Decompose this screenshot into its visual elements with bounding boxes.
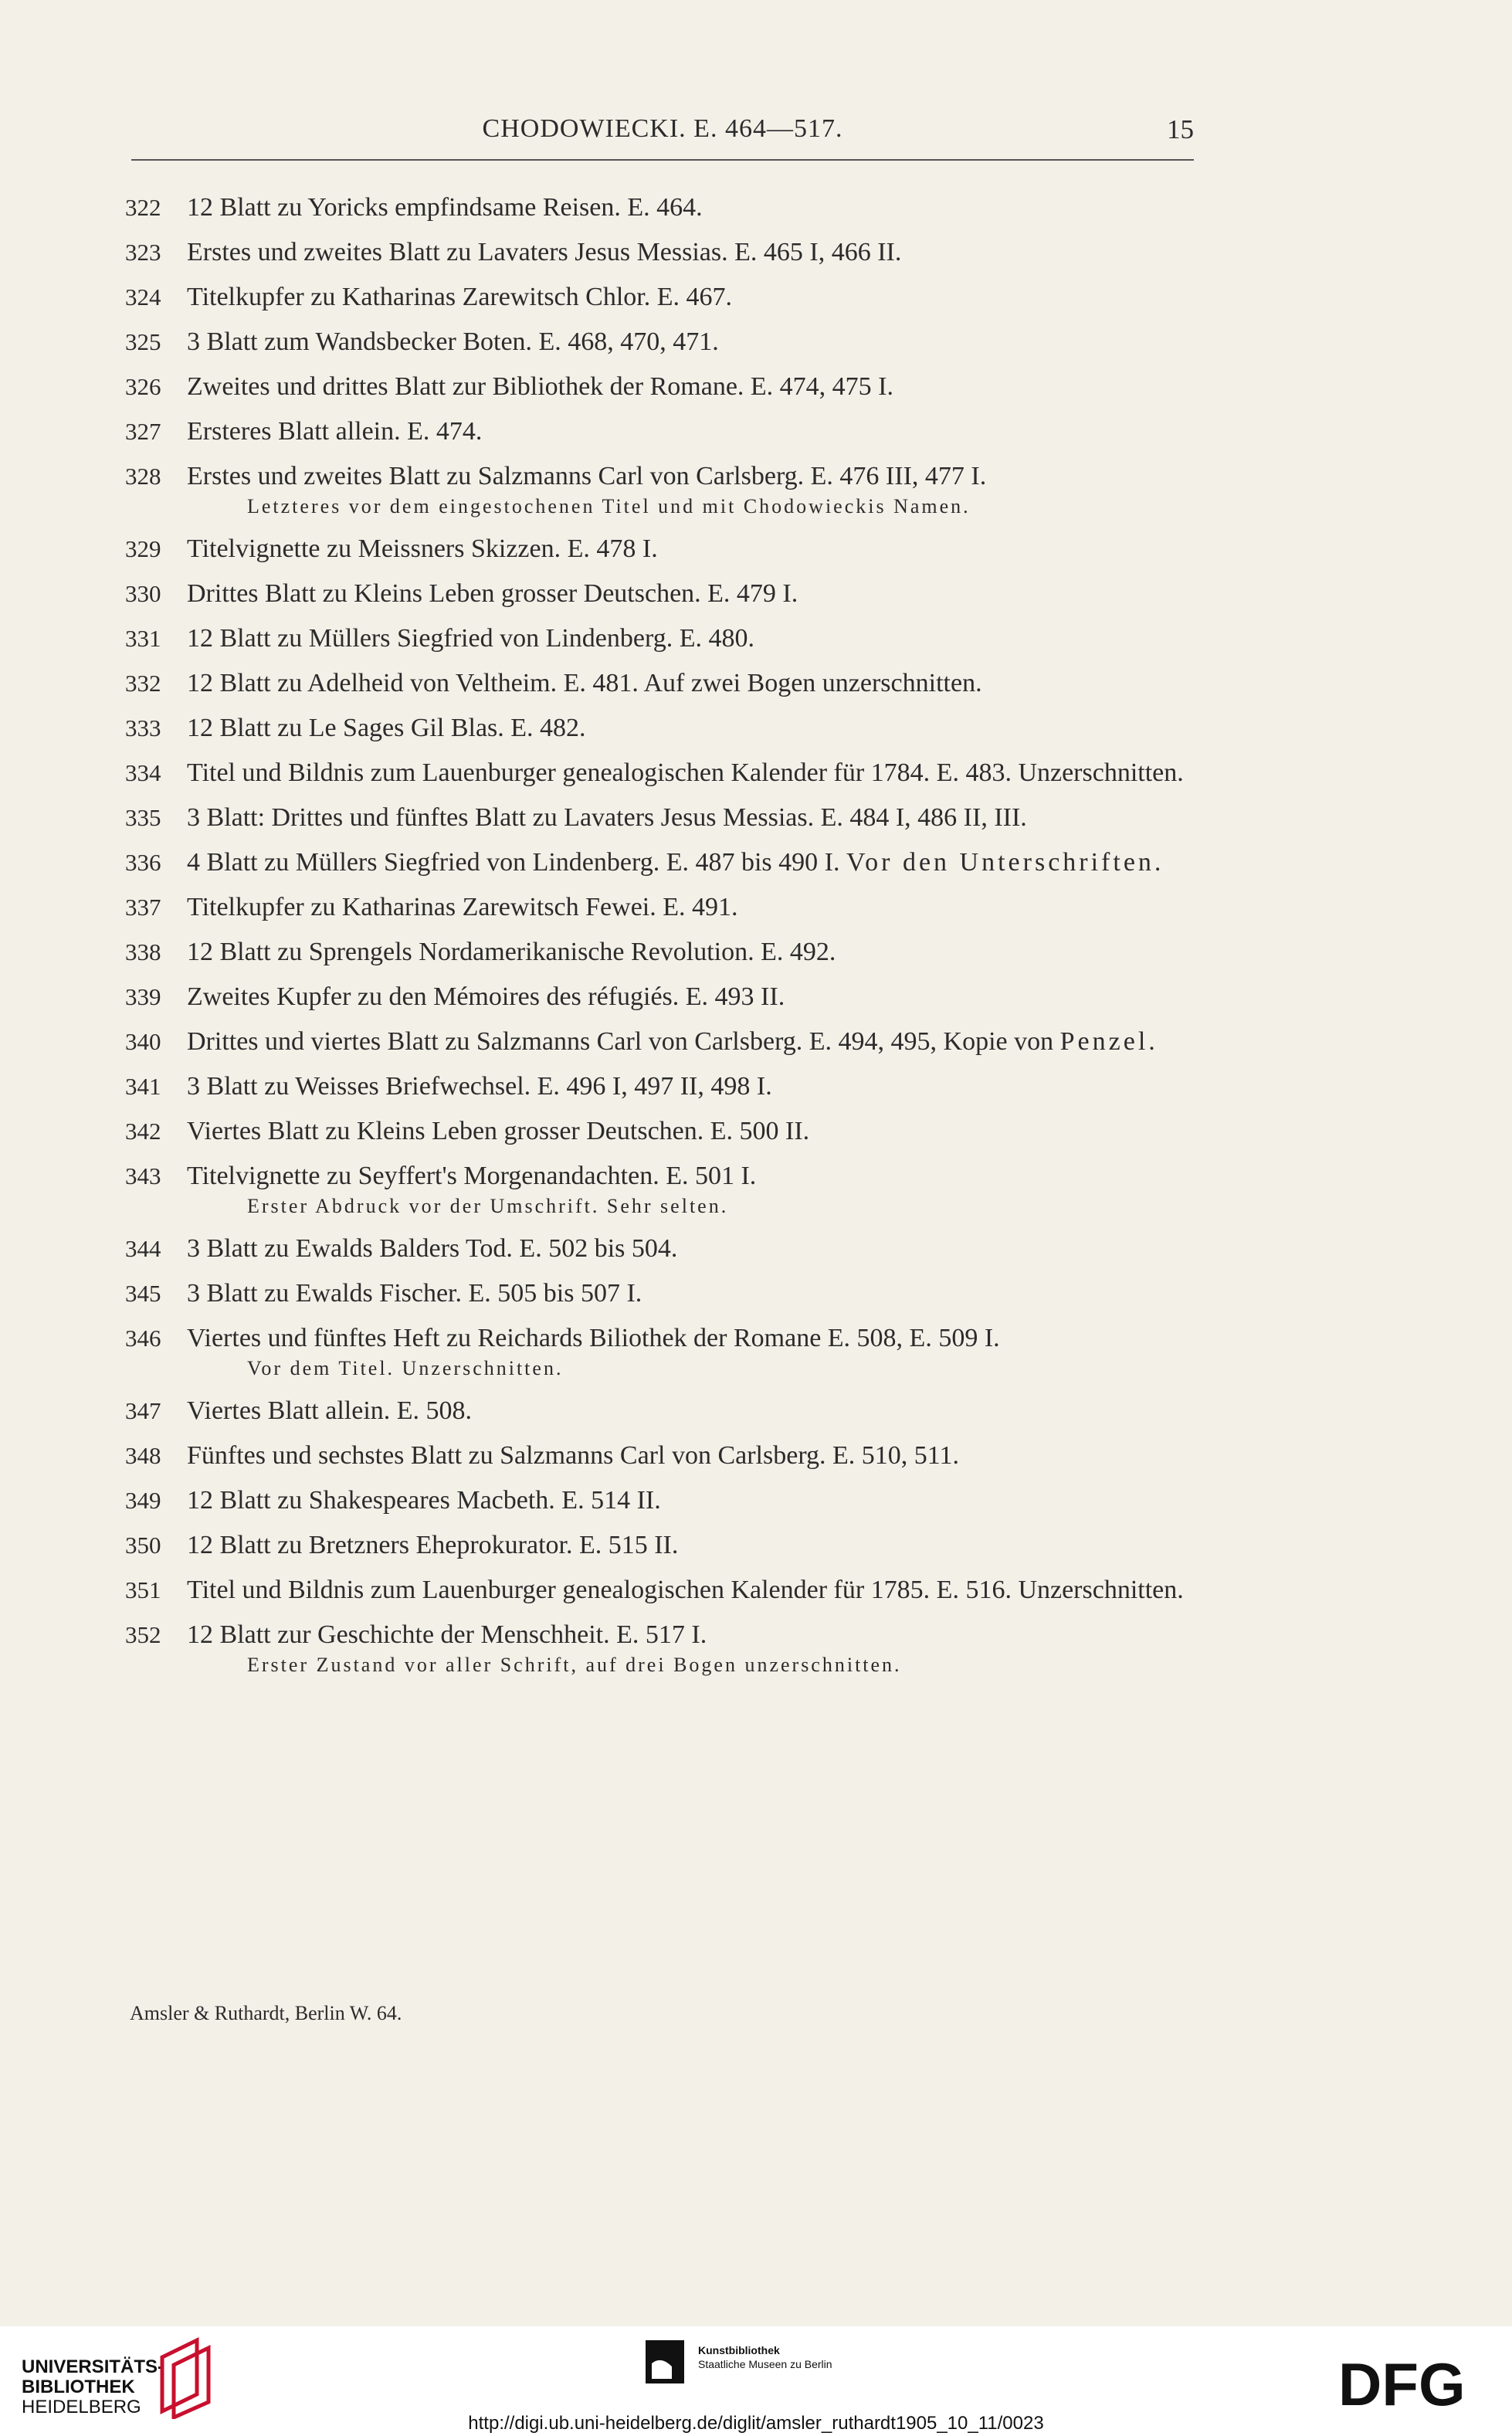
footer-bar: [0, 2326, 1512, 2436]
catalog-entries: [125, 193, 1198, 1693]
entry-description: 3 Blatt zu Ewalds Balders Tod. E. 502 bis 504.: [187, 1234, 678, 1263]
entry-description: Fünftes und sechstes Blatt zu Salzmanns Carl von Carlsberg. E. 510, 511.: [187, 1441, 960, 1470]
entry-description: 3 Blatt zum Wandsbecker Boten. E. 468, 470, 471.: [187, 327, 719, 356]
entry-text: [187, 982, 1198, 1012]
catalog-entry: [125, 1117, 1198, 1146]
catalog-entry: [125, 624, 1198, 653]
catalog-entry: [125, 417, 1198, 446]
catalog-entry: [125, 193, 1198, 222]
entry-description: 12 Blatt zu Sprengels Nordamerikanische Revolution. E. 492.: [187, 938, 836, 966]
entry-number: 332: [125, 670, 161, 697]
entry-text: [187, 1576, 1198, 1605]
entry-number: 348: [125, 1442, 161, 1469]
catalog-entry: [125, 283, 1198, 312]
entry-number: 347: [125, 1397, 161, 1424]
entry-number: 328: [125, 463, 161, 490]
entry-description: Titel und Bildnis zum Lauenburger genealogischen Kalender für 1785. E. 516. Unzerschnitten.: [187, 1576, 1184, 1604]
ub-logo-line1: UNIVERSITÄTS-: [22, 2356, 164, 2377]
entry-number: 334: [125, 759, 161, 786]
printer-imprint: Amsler & Ruthardt, Berlin W. 64.: [130, 2002, 402, 2024]
entry-text: [187, 1441, 1198, 1471]
entry-number: 323: [125, 239, 161, 266]
entry-description: Erstes und zweites Blatt zu Lavaters Jesus Messias. E. 465 I, 466 II.: [187, 238, 902, 266]
entry-text: [187, 238, 1198, 267]
entry-number: 352: [125, 1621, 161, 1648]
entry-text: [187, 1234, 1198, 1264]
catalog-entry: [125, 938, 1198, 967]
entry-note: Vor dem Titel. Unzerschnitten.: [247, 1357, 564, 1379]
kunstbibliothek-icon: [646, 2340, 684, 2383]
catalog-entry: [125, 1324, 1198, 1381]
catalog-entry: [125, 238, 1198, 267]
entry-text: [187, 669, 1198, 698]
entry-description: Drittes und viertes Blatt zu Salzmanns Carl von Carlsberg. E. 494, 495, Kopie von: [187, 1027, 1054, 1056]
entry-text: [187, 624, 1198, 653]
entry-text: [187, 372, 1198, 402]
catalog-entry: [125, 1072, 1198, 1101]
entry-description: Viertes Blatt zu Kleins Leben grosser Deutschen. E. 500 II.: [187, 1117, 810, 1145]
entry-number: 327: [125, 418, 161, 445]
entry-description: 12 Blatt zu Shakespeares Macbeth. E. 514 II.: [187, 1486, 661, 1515]
entry-text: [187, 848, 1198, 877]
catalog-entry: [125, 669, 1198, 698]
kunstbibliothek-logo[interactable]: [646, 2340, 924, 2387]
entry-text: [187, 283, 1198, 312]
catalog-entry: [125, 1234, 1198, 1264]
entry-description: 4 Blatt zu Müllers Siegfried von Lindenberg. E. 487 bis 490 I.: [187, 848, 840, 877]
entry-number: 330: [125, 580, 161, 607]
entry-number: 346: [125, 1325, 161, 1352]
catalog-entry: [125, 1027, 1198, 1057]
entry-description: Ersteres Blatt allein. E. 474.: [187, 417, 483, 446]
entry-text: [187, 893, 1198, 922]
entry-number: 349: [125, 1487, 161, 1514]
entry-text: [187, 193, 1198, 222]
catalog-entry: [125, 327, 1198, 357]
entry-text: [187, 1117, 1198, 1146]
page-number: 15: [1167, 114, 1194, 144]
entry-note: Erster Zustand vor aller Schrift, auf drei Bogen unzerschnitten.: [247, 1654, 902, 1676]
entry-number: 339: [125, 983, 161, 1010]
entry-number: 324: [125, 283, 161, 310]
entry-description: 12 Blatt zu Le Sages Gil Blas. E. 482.: [187, 714, 586, 742]
catalog-entry: [125, 803, 1198, 833]
entry-number: 335: [125, 804, 161, 831]
entry-number: 331: [125, 625, 161, 652]
catalog-entry: [125, 462, 1198, 519]
entry-description: 12 Blatt zu Bretzners Eheprokurator. E. 515 II.: [187, 1531, 679, 1559]
entry-spaced-remark: Penzel.: [1059, 1027, 1158, 1056]
entry-text: [187, 1531, 1198, 1560]
entry-number: 350: [125, 1532, 161, 1559]
kb-line2: Staatliche Museen zu Berlin: [698, 2358, 832, 2370]
catalog-entry: [125, 893, 1198, 922]
permalink-url[interactable]: http://digi.ub.uni-heidelberg.de/diglit/amsler_ruthardt1905_10_11/0023: [468, 2413, 1044, 2434]
entry-text: [187, 1324, 1198, 1353]
entry-description: 12 Blatt zu Adelheid von Veltheim. E. 481. Auf zwei Bogen unzerschnitten.: [187, 669, 982, 697]
entry-description: 12 Blatt zu Yoricks empfindsame Reisen. E. 464.: [187, 193, 703, 222]
entry-number: 337: [125, 894, 161, 921]
entry-description: 3 Blatt zu Ewalds Fischer. E. 505 bis 507 I.: [187, 1279, 642, 1308]
entry-number: 345: [125, 1280, 161, 1307]
entry-number: 341: [125, 1073, 161, 1100]
entry-number: 351: [125, 1576, 161, 1603]
catalog-entry: [125, 579, 1198, 609]
entry-text: [187, 534, 1198, 564]
header-rule: [131, 159, 1194, 161]
entry-text: [187, 1072, 1198, 1101]
entry-text: [187, 1162, 1198, 1191]
entry-text: [187, 327, 1198, 357]
catalog-entry: [125, 372, 1198, 402]
header-title: CHODOWIECKI. E. 464—517.: [482, 114, 843, 143]
dfg-logo[interactable]: [1338, 2353, 1489, 2414]
entry-text: [187, 938, 1198, 967]
entry-number: 326: [125, 373, 161, 400]
catalog-entry: [125, 1486, 1198, 1515]
catalog-entry: [125, 1162, 1198, 1219]
entry-number: 343: [125, 1162, 161, 1189]
entry-note: Letzteres vor dem eingestochenen Titel und mit Chodowieckis Namen.: [247, 495, 971, 517]
entry-spaced-remark: Vor den Unterschriften.: [846, 848, 1165, 877]
entry-description: Titelvignette zu Meissners Skizzen. E. 478 I.: [187, 534, 658, 563]
entry-description: Titelvignette zu Seyffert's Morgenandachten. E. 501 I.: [187, 1162, 757, 1190]
entry-description: Erstes und zweites Blatt zu Salzmanns Carl von Carlsberg. E. 476 III, 477 I.: [187, 462, 987, 490]
entry-number: 329: [125, 535, 161, 562]
entry-text: [187, 803, 1198, 833]
entry-description: Titel und Bildnis zum Lauenburger genealogischen Kalender für 1784. E. 483. Unzerschnitten.: [187, 758, 1184, 787]
entry-text: [187, 758, 1198, 788]
entry-text: [187, 714, 1198, 743]
ub-logo-line3: HEIDELBERG: [22, 2397, 141, 2417]
entry-description: Viertes Blatt allein. E. 508.: [187, 1396, 473, 1425]
entry-number: 325: [125, 328, 161, 355]
catalog-entry: [125, 534, 1198, 564]
entry-number: 340: [125, 1028, 161, 1055]
catalog-entry: [125, 714, 1198, 743]
dfg-text: DFG: [1338, 2353, 1466, 2414]
kb-line1: Kunstbibliothek: [698, 2344, 780, 2356]
entry-number: 336: [125, 849, 161, 876]
catalog-entry: [125, 1396, 1198, 1426]
catalog-entry: [125, 1620, 1198, 1678]
running-header: [131, 114, 1194, 153]
catalog-entry: [125, 1441, 1198, 1471]
entry-description: Zweites und drittes Blatt zur Bibliothek der Romane. E. 474, 475 I.: [187, 372, 893, 401]
entry-text: [187, 1279, 1198, 1308]
catalog-entry: [125, 982, 1198, 1012]
entry-text: [187, 1027, 1198, 1057]
ub-logo-line2: BIBLIOTHEK: [22, 2377, 135, 2397]
entry-description: 3 Blatt: Drittes und fünftes Blatt zu Lavaters Jesus Messias. E. 484 I, 486 II, III.: [187, 803, 1027, 832]
entry-number: 342: [125, 1118, 161, 1145]
entry-description: Titelkupfer zu Katharinas Zarewitsch Fewei. E. 491.: [187, 893, 738, 921]
catalog-entry: [125, 848, 1198, 877]
catalog-entry: [125, 1279, 1198, 1308]
entry-number: 322: [125, 194, 161, 221]
entry-text: [187, 579, 1198, 609]
entry-text: [187, 1620, 1198, 1650]
entry-text: [187, 462, 1198, 491]
entry-note: Erster Abdruck vor der Umschrift. Sehr selten.: [247, 1195, 729, 1217]
entry-description: 3 Blatt zu Weisses Briefwechsel. E. 496 I, 497 II, 498 I.: [187, 1072, 772, 1101]
ub-heidelberg-logo[interactable]: [22, 2357, 164, 2417]
entry-description: Viertes und fünftes Heft zu Reichards Biliothek der Romane E. 508, E. 509 I.: [187, 1324, 1000, 1352]
entry-description: Zweites Kupfer zu den Mémoires des réfugiés. E. 493 II.: [187, 982, 785, 1011]
catalog-entry: [125, 758, 1198, 788]
entry-description: 12 Blatt zur Geschichte der Menschheit. E. 517 I.: [187, 1620, 707, 1649]
entry-text: [187, 1486, 1198, 1515]
entry-number: 333: [125, 714, 161, 741]
entry-description: Drittes Blatt zu Kleins Leben grosser Deutschen. E. 479 I.: [187, 579, 798, 608]
entry-description: Titelkupfer zu Katharinas Zarewitsch Chlor. E. 467.: [187, 283, 732, 311]
catalog-entry: [125, 1576, 1198, 1605]
ub-mark-icon: [154, 2334, 216, 2419]
entry-number: 338: [125, 938, 161, 965]
catalog-entry: [125, 1531, 1198, 1560]
entry-text: [187, 1396, 1198, 1426]
entry-text: [187, 417, 1198, 446]
entry-number: 344: [125, 1235, 161, 1262]
entry-description: 12 Blatt zu Müllers Siegfried von Lindenberg. E. 480.: [187, 624, 754, 653]
